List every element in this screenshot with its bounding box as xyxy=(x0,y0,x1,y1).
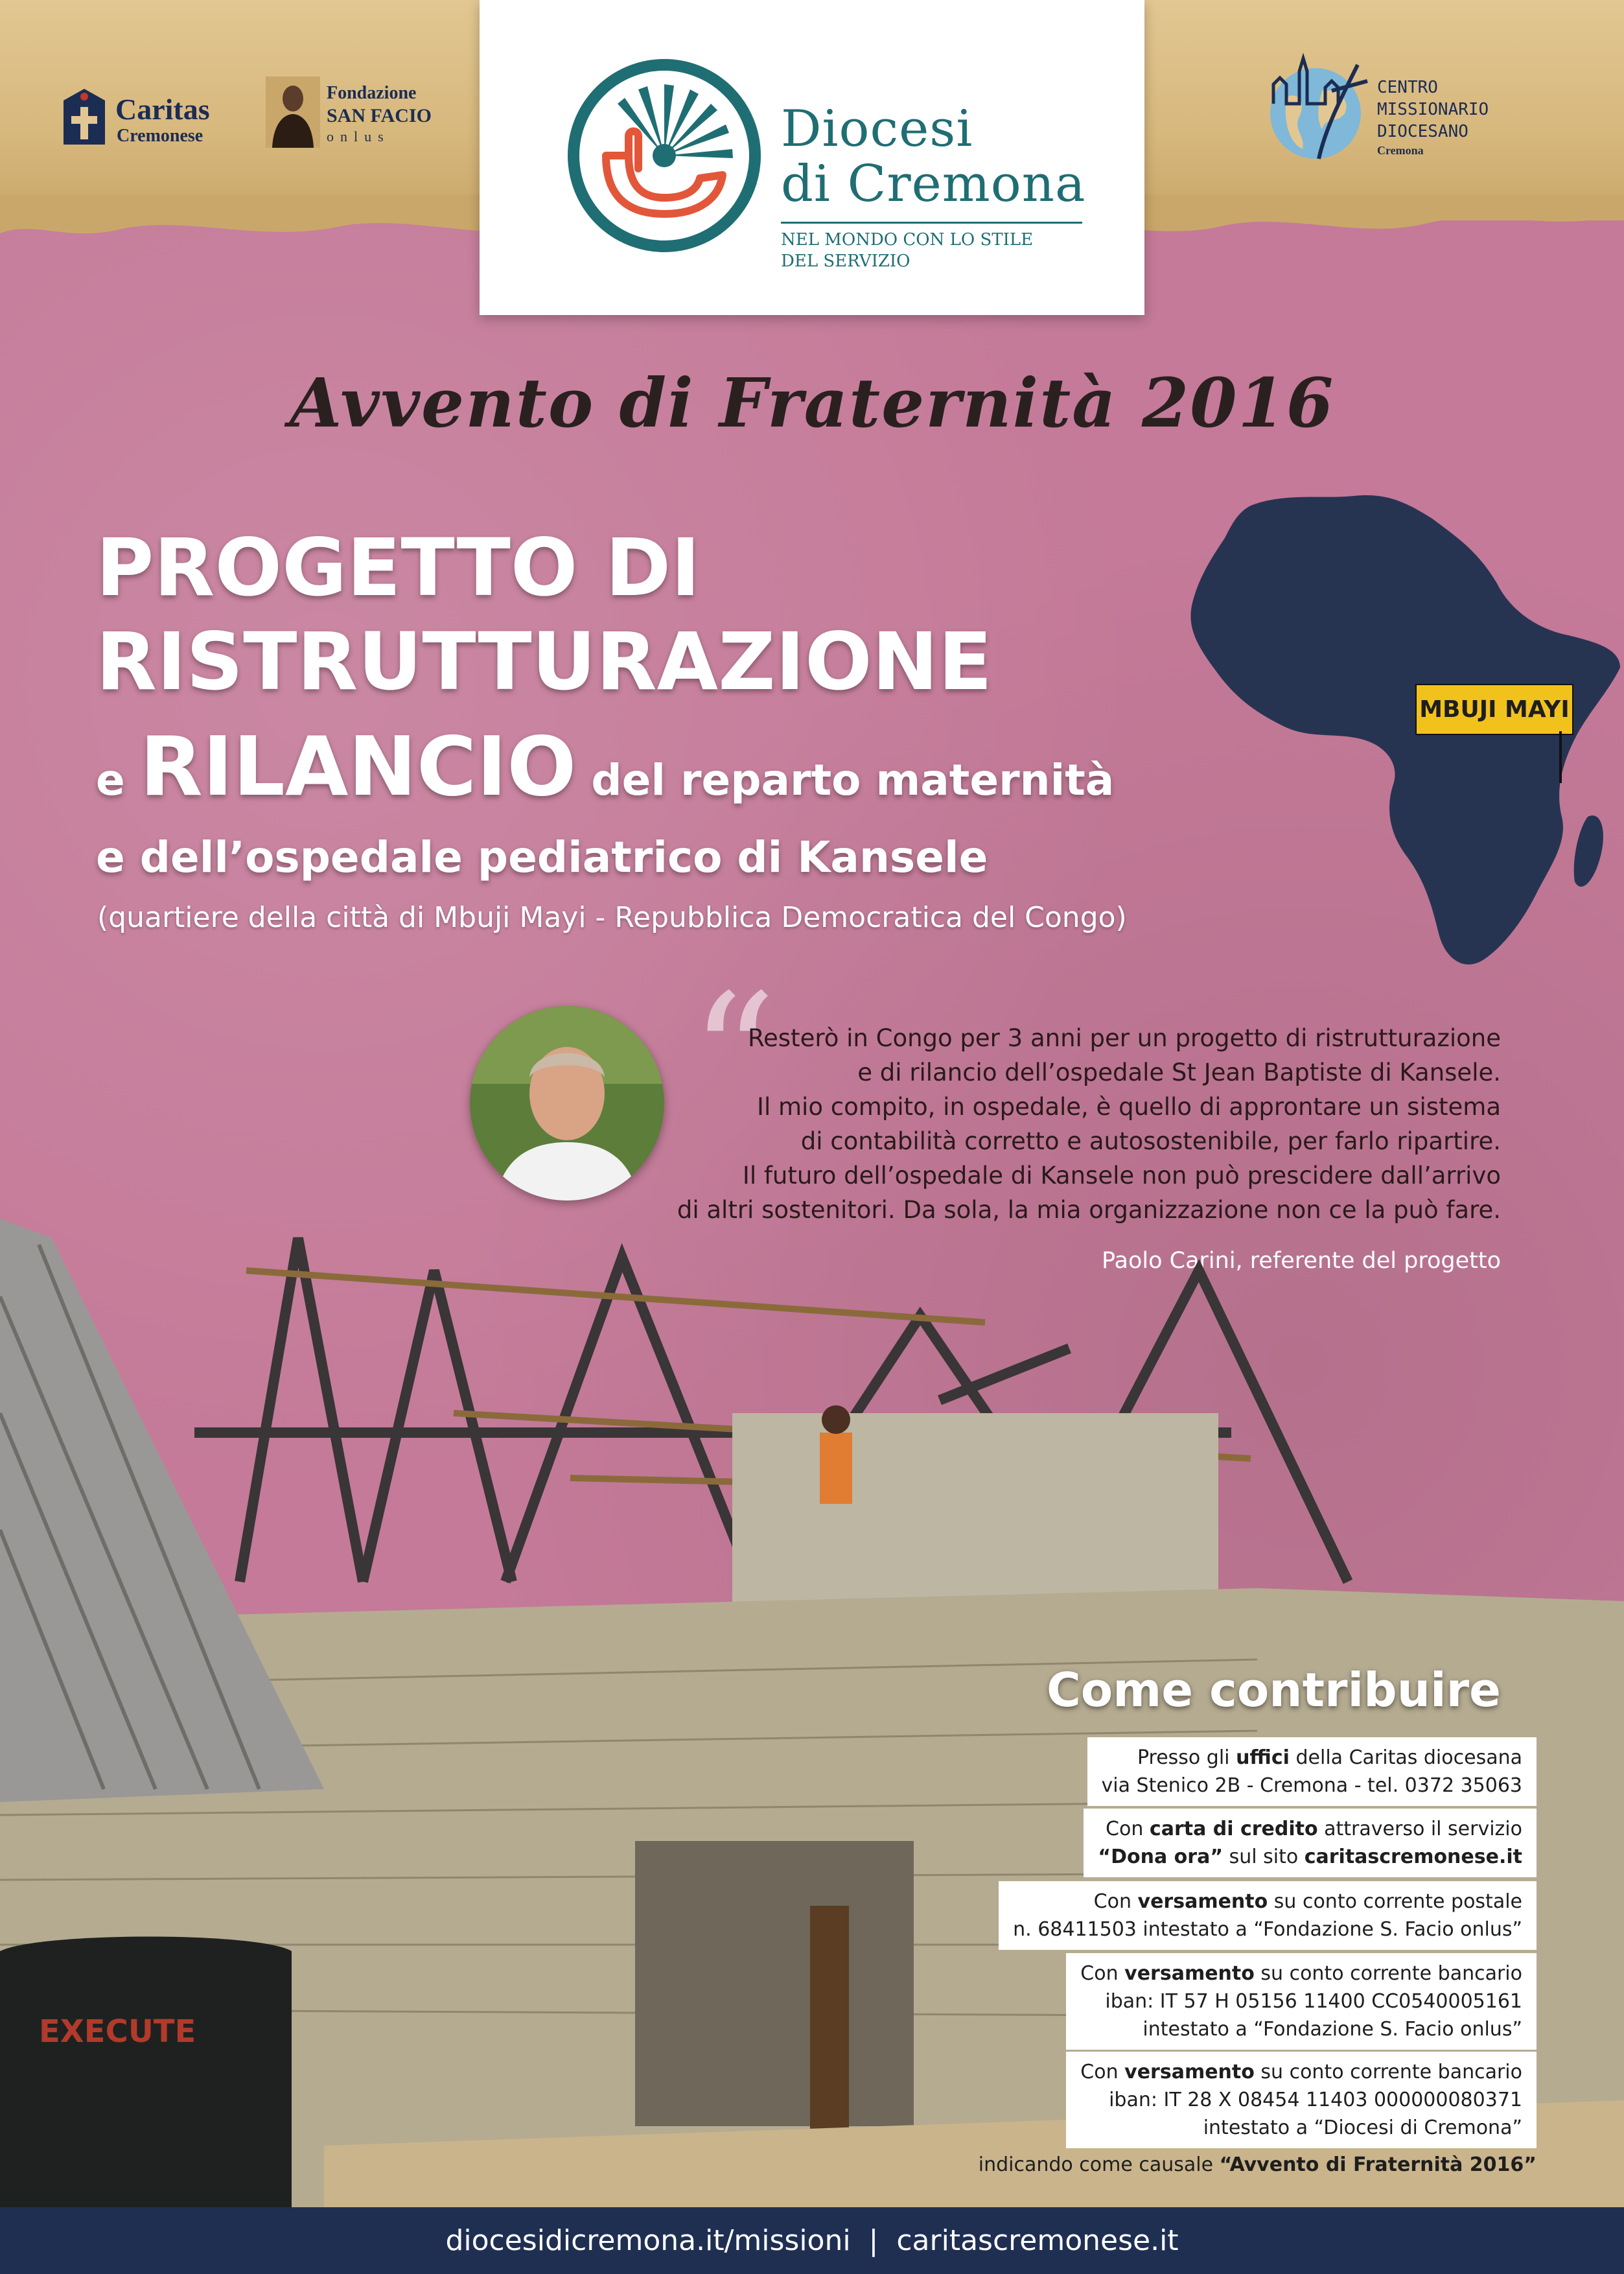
text-bold: “Avvento di Fraternità 2016” xyxy=(1219,2153,1537,2176)
contribute-line xyxy=(1102,1744,1522,1772)
cmd-line1: CENTRO xyxy=(1377,78,1438,97)
quote-mark: “ xyxy=(690,959,776,1155)
map-pin-pole xyxy=(1559,731,1562,783)
contribute-line: intestato a “Diocesi di Cremona” xyxy=(1203,2116,1522,2139)
contribute-option-postal xyxy=(999,1881,1537,1950)
contribute-option-bank-2 xyxy=(1066,2052,1537,2148)
text-bold: versamento xyxy=(1124,1962,1255,1985)
title-line4: e dell’ospedale pediatrico di Kansele xyxy=(96,832,988,882)
worker-figure xyxy=(820,1433,852,1504)
contribute-line: n. 68411503 intestato a “Fondazione S. Facio onlus” xyxy=(1013,1918,1522,1941)
cmd-line3: DIOCESANO xyxy=(1377,122,1468,141)
campaign-title: Avvento di Fraternità 2016 xyxy=(289,363,1335,443)
contribute-line xyxy=(1098,1843,1522,1871)
contribute-line: intestato a “Fondazione S. Facio onlus” xyxy=(1143,2018,1522,2041)
caritas-cross-icon xyxy=(58,88,110,146)
text-bold: versamento xyxy=(1137,1890,1268,1913)
text-bold: “Dona ora” xyxy=(1098,1846,1224,1868)
facio-line2: SAN FACIO xyxy=(327,105,432,126)
quote-author: Paolo Carini, referente del progetto xyxy=(1101,1248,1501,1274)
text-span: Presso gli xyxy=(1137,1746,1236,1769)
globe-cathedral-icon xyxy=(1260,52,1371,162)
contribute-line: iban: IT 28 X 08454 11403 000000080371 xyxy=(1109,2089,1522,2111)
contribute-line xyxy=(1098,1815,1522,1843)
text-span: attraverso il servizio xyxy=(1317,1818,1522,1840)
text-bold: carta di credito xyxy=(1149,1818,1318,1840)
tank-text: EXECUTE xyxy=(39,2013,196,2050)
text-bold: uffici xyxy=(1236,1746,1290,1769)
logo-name-line1: Diocesi xyxy=(781,100,973,158)
text-span: Con xyxy=(1106,1818,1150,1840)
facio-line3: onlus xyxy=(327,128,390,145)
text-span: sul sito xyxy=(1223,1846,1305,1868)
logo-name-line2: di Cremona xyxy=(781,155,1086,213)
water-tank xyxy=(0,1937,292,2250)
cmd-line4: Cremona xyxy=(1377,144,1424,157)
title-line3-prefix: e xyxy=(96,755,140,805)
fondazione-san-facio-logo xyxy=(266,76,460,154)
contribute-line xyxy=(1013,1888,1522,1916)
map-location-label: MBUJI MAYI xyxy=(1415,684,1573,735)
text-span: Con xyxy=(1080,2061,1125,2083)
website-link: caritascremonese.it xyxy=(1304,1846,1522,1868)
title-line3 xyxy=(96,719,1115,814)
title-line1: PROGETTO DI xyxy=(96,522,701,614)
subtitle: (quartiere della città di Mbuji Mayi - Repubblica Democratica del Congo) xyxy=(97,901,1127,934)
facio-line1: Fondazione xyxy=(327,83,417,103)
quote-line: di altri sostenitori. Da sola, la mia organizzazione non ce la può fare. xyxy=(677,1196,1501,1224)
caritas-cremonese-logo xyxy=(58,84,253,149)
text-bold: versamento xyxy=(1124,2061,1255,2083)
text-span: su conto corrente bancario xyxy=(1254,2061,1522,2083)
quote-line: e di rilancio dell’ospedale St Jean Baptiste di Kansele. xyxy=(857,1059,1501,1086)
footer-bar xyxy=(0,2207,1624,2274)
worker-head xyxy=(822,1405,850,1434)
contribute-line xyxy=(1080,2058,1522,2086)
door-opening xyxy=(635,1841,914,2126)
quote-line: Il futuro dell’ospedale di Kansele non può prescidere dall’arrivo xyxy=(742,1162,1501,1190)
contribute-line xyxy=(1080,1960,1522,1987)
saint-portrait-icon xyxy=(266,76,320,148)
paolo-carini-portrait xyxy=(470,1006,664,1201)
contribute-option-bank-1 xyxy=(1066,1953,1537,2050)
logo-divider xyxy=(781,222,1082,224)
payment-reason xyxy=(979,2153,1537,2176)
contribute-line: via Stenico 2B - Cremona - tel. 0372 35063 xyxy=(1101,1774,1522,1797)
title-line3-bold: RILANCIO xyxy=(139,719,577,814)
text-span: indicando come causale xyxy=(978,2153,1220,2176)
diocesi-emblem-icon xyxy=(567,58,761,253)
corrugated-roof xyxy=(0,1219,324,1802)
quote-text xyxy=(658,1021,1501,1227)
cmd-line2: MISSIONARIO xyxy=(1377,100,1489,119)
centro-missionario-logo xyxy=(1260,52,1546,169)
diocesi-logo-card xyxy=(480,0,1144,315)
block-wall-back xyxy=(732,1413,1218,1608)
logo-motto-line2: DEL SERVIZIO xyxy=(781,252,911,271)
quote-line: di contabilità corretto e autosostenibile, per farlo ripartire. xyxy=(800,1127,1501,1155)
text-span: su conto corrente postale xyxy=(1268,1890,1522,1913)
quote-line: Il mio compito, in ospedale, è quello di approntare un sistema xyxy=(757,1093,1501,1121)
logo-motto-line1: NEL MONDO CON LO STILE xyxy=(781,230,1034,250)
title-line2: RISTRUTTURAZIONE xyxy=(96,616,993,708)
contribute-option-card xyxy=(1084,1809,1537,1877)
footer-links: diocesidicremona.it/missioni | caritascremonese.it xyxy=(445,2224,1179,2257)
contribute-line: iban: IT 57 H 05156 11400 CC0540005161 xyxy=(1105,1990,1522,2013)
quote-line: Resterò in Congo per 3 anni per un progetto di ristrutturazione xyxy=(747,1024,1501,1052)
text-span: su conto corrente bancario xyxy=(1254,1962,1522,1985)
contribute-option-office xyxy=(1087,1737,1537,1806)
portrait-photo xyxy=(470,1006,664,1201)
caritas-name: Caritas xyxy=(115,93,210,126)
text-span: Con xyxy=(1093,1890,1138,1913)
text-span: della Caritas diocesana xyxy=(1289,1746,1522,1769)
text-span: Con xyxy=(1080,1962,1125,1985)
title-line3-rest: del reparto maternità xyxy=(576,755,1115,805)
contribute-title: Come contribuire xyxy=(1046,1663,1501,1717)
caritas-sub: Cremonese xyxy=(117,126,203,146)
